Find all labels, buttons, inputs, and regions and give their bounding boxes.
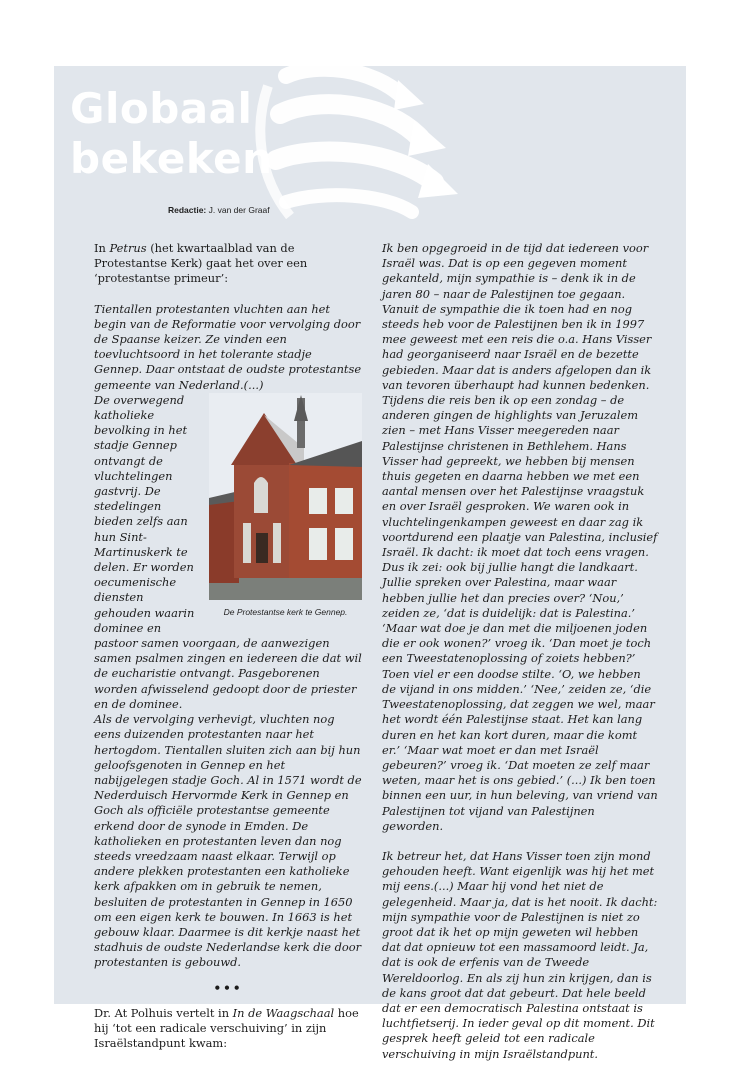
- quote-paragraph-4: Ik ben opgegroeid in de tijd dat iedereen voor Israël was. Dat is op een gegeven moment gekanteld, mijn sympathie is – denk ik in de jaren 80 – naar de Palestijnen toe gegaan. Vanuit de sympathie die ik toen had en nog steeds heb voor de Palestijnen ben ik in 1997 mee geweest met een reis die o.a. Hans Visser had georganiseerd naar Israël en de bezette gebieden. Maar dat is anders afgelopen dan ik van tevoren überhaupt had kunnen bedenken.: [382, 241, 652, 392]
- intro-text-2: (het kwartaalblad van de Protestantse Kerk) gaat het over een ‘protestantse primeur’:: [94, 241, 308, 286]
- right-column: [382, 241, 658, 1062]
- article-panel: [54, 66, 686, 1061]
- photo-caption: De Protestantse kerk te Gennep.: [223, 606, 348, 617]
- quote-paragraph-1: Tientallen protestanten vluchten aan het begin van de Reformatie voor vervolging door de Spaanse keizer. Ze vinden een toevluchtsoord in het tolerante stadje Gennep. Daar ontstaat de oudste protestantse gemeente van Nederland.(...): [94, 301, 362, 392]
- intro-paragraph: [94, 241, 362, 287]
- quote-paragraph-6: Ik betreur het, dat Hans Visser toen zijn mond gehouden heeft. Want eigenlijk was hij het met mij eens.(...) Maar hij vond het niet de gelegenheid. Maar ja, dat is het nooit. Ik dacht: mijn sympathie voor de Palestijnen is niet zo groot dat ik het op mijn geweten wil hebben dat dat opnieuw tot een massamoord leidt. Ja, dat is ook de erfenis van de Tweede Wereldoorlog. En als zij hun zin krijgen, dan is de kans groot dat dat gebeurt. Dat hele beeld dat er een democratisch Palestina ontstaat is luchtfietserij. In ieder geval op dit moment. Dit gesprek heeft geleid tot een radicale verschuiving in mijn Israëlstandpunt.: [382, 848, 658, 1061]
- outro-text-2: hoe hij ‘tot een radicale verschuiving’ in zijn Israëlstandpunt kwam:: [94, 1005, 359, 1051]
- quote-paragraph-5: Tijdens die reis ben ik op een zondag – de anderen gingen de highlights van Jeruzalem zien – met Hans Visser meegereden naar Palestijnse christenen in Bethlehem. Hans Visser had gepreekt, we hebben bij mensen thuis gegeten en daarna hebben we met een aantal mensen over het Palestijnse vraagstuk en over Israël gesproken. We waren ook in vluchtelingenkampen geweest en daar zag ik voortdurend een plaatje van Palestina, inclusief Israël. Ik dacht: ik moet dat toch eens vragen. Dus ik zei: ook bij jullie hangt die landkaart. Jullie spreken over Palestina, maar waar hebben jullie het dan precies over? ‘Nou,’ zeiden ze, ‘dat is duidelijk: dat is Palestina.’ ‘Maar wat doe je dan met die miljoenen joden die er ook wonen?’ vroeg ik. ‘Dan moet je toch een Tweestatenoplossing of zoiets hebben?’ Toen viel er een doodse stilte. ‘O, we hebben de vijand in ons midden.’ ‘Nee,’ zeiden ze, ‘die Tweestatenoplossing, dat zeggen we wel, maar het wordt één Palestijnse staat. Het kan lang duren en het kan kort duren, maar die komt er.’ ‘Maar wat moet er dan met Israël gebeuren?’ vroeg ik. ‘Dat moeten ze zelf maar weten, maar het is ons gebied.’ (...) Ik ben toen binnen een uur, in hun beleving, van vriend van Palestijnen tot vijand van Palestijnen geworden.: [382, 393, 658, 833]
- intro-text-1: In: [94, 241, 110, 255]
- editor-label: Redactie:: [168, 205, 207, 215]
- outro-text-1: Dr. At Polhuis vertelt in: [94, 1005, 233, 1020]
- outro-paragraph: [94, 1006, 362, 1052]
- outro-source: In de Waagschaal: [232, 1005, 335, 1020]
- intro-source-petrus: Petrus: [109, 241, 147, 255]
- section-title-line1: Globaal: [70, 84, 253, 133]
- editor-credit: [168, 205, 270, 215]
- church-photo: [209, 393, 362, 600]
- section-separator: •••: [213, 980, 243, 995]
- quote-paragraph-2: De overwegend katholieke bevolking in het stadje Gennep ontvangt de vluchtelingen gastvrij. De stedelingen bieden zelfs aan hun Sint-Martinuskerk te delen. Er worden oecumenische diensten gehouden waarin dominee en pastoor samen voorgaan, de aanwezigen samen psalmen zingen en iedereen die dat wil de eucharistie ontvangt. Pasgeborenen worden afwisselend gedoopt door de priester en de dominee.: [94, 392, 362, 711]
- photo-figure: [209, 393, 362, 618]
- left-column: [94, 241, 362, 1051]
- quote-paragraph-3: Als de vervolging verhevigt, vluchten nog eens duizenden protestanten naar het hertogdom. Tientallen sluiten zich aan bij hun geloofsgenoten in Gennep en het nabijgelegen stadje Goch. Al in 1571 wordt de Nederduisch Hervormde Kerk in Gennep en Goch als officiële protestantse gemeente erkend door de synode in Emden. De katholieken en protestanten leven dan nog steeds vreedzaam naast elkaar. Terwijl op andere plekken protestanten een katholieke kerk afpakken om in gebruik te nemen, besluiten de protestanten in Gennep in 1650 om een eigen kerk te bouwen. In 1663 is het gebouw klaar. Daarmee is dit kerkje naast het stadhuis de oudste Nederlandse kerk die door protestanten is gebouwd.: [94, 712, 362, 970]
- editor-name: J. van der Graaf: [208, 205, 270, 215]
- section-title-line2: bekeken: [70, 134, 273, 183]
